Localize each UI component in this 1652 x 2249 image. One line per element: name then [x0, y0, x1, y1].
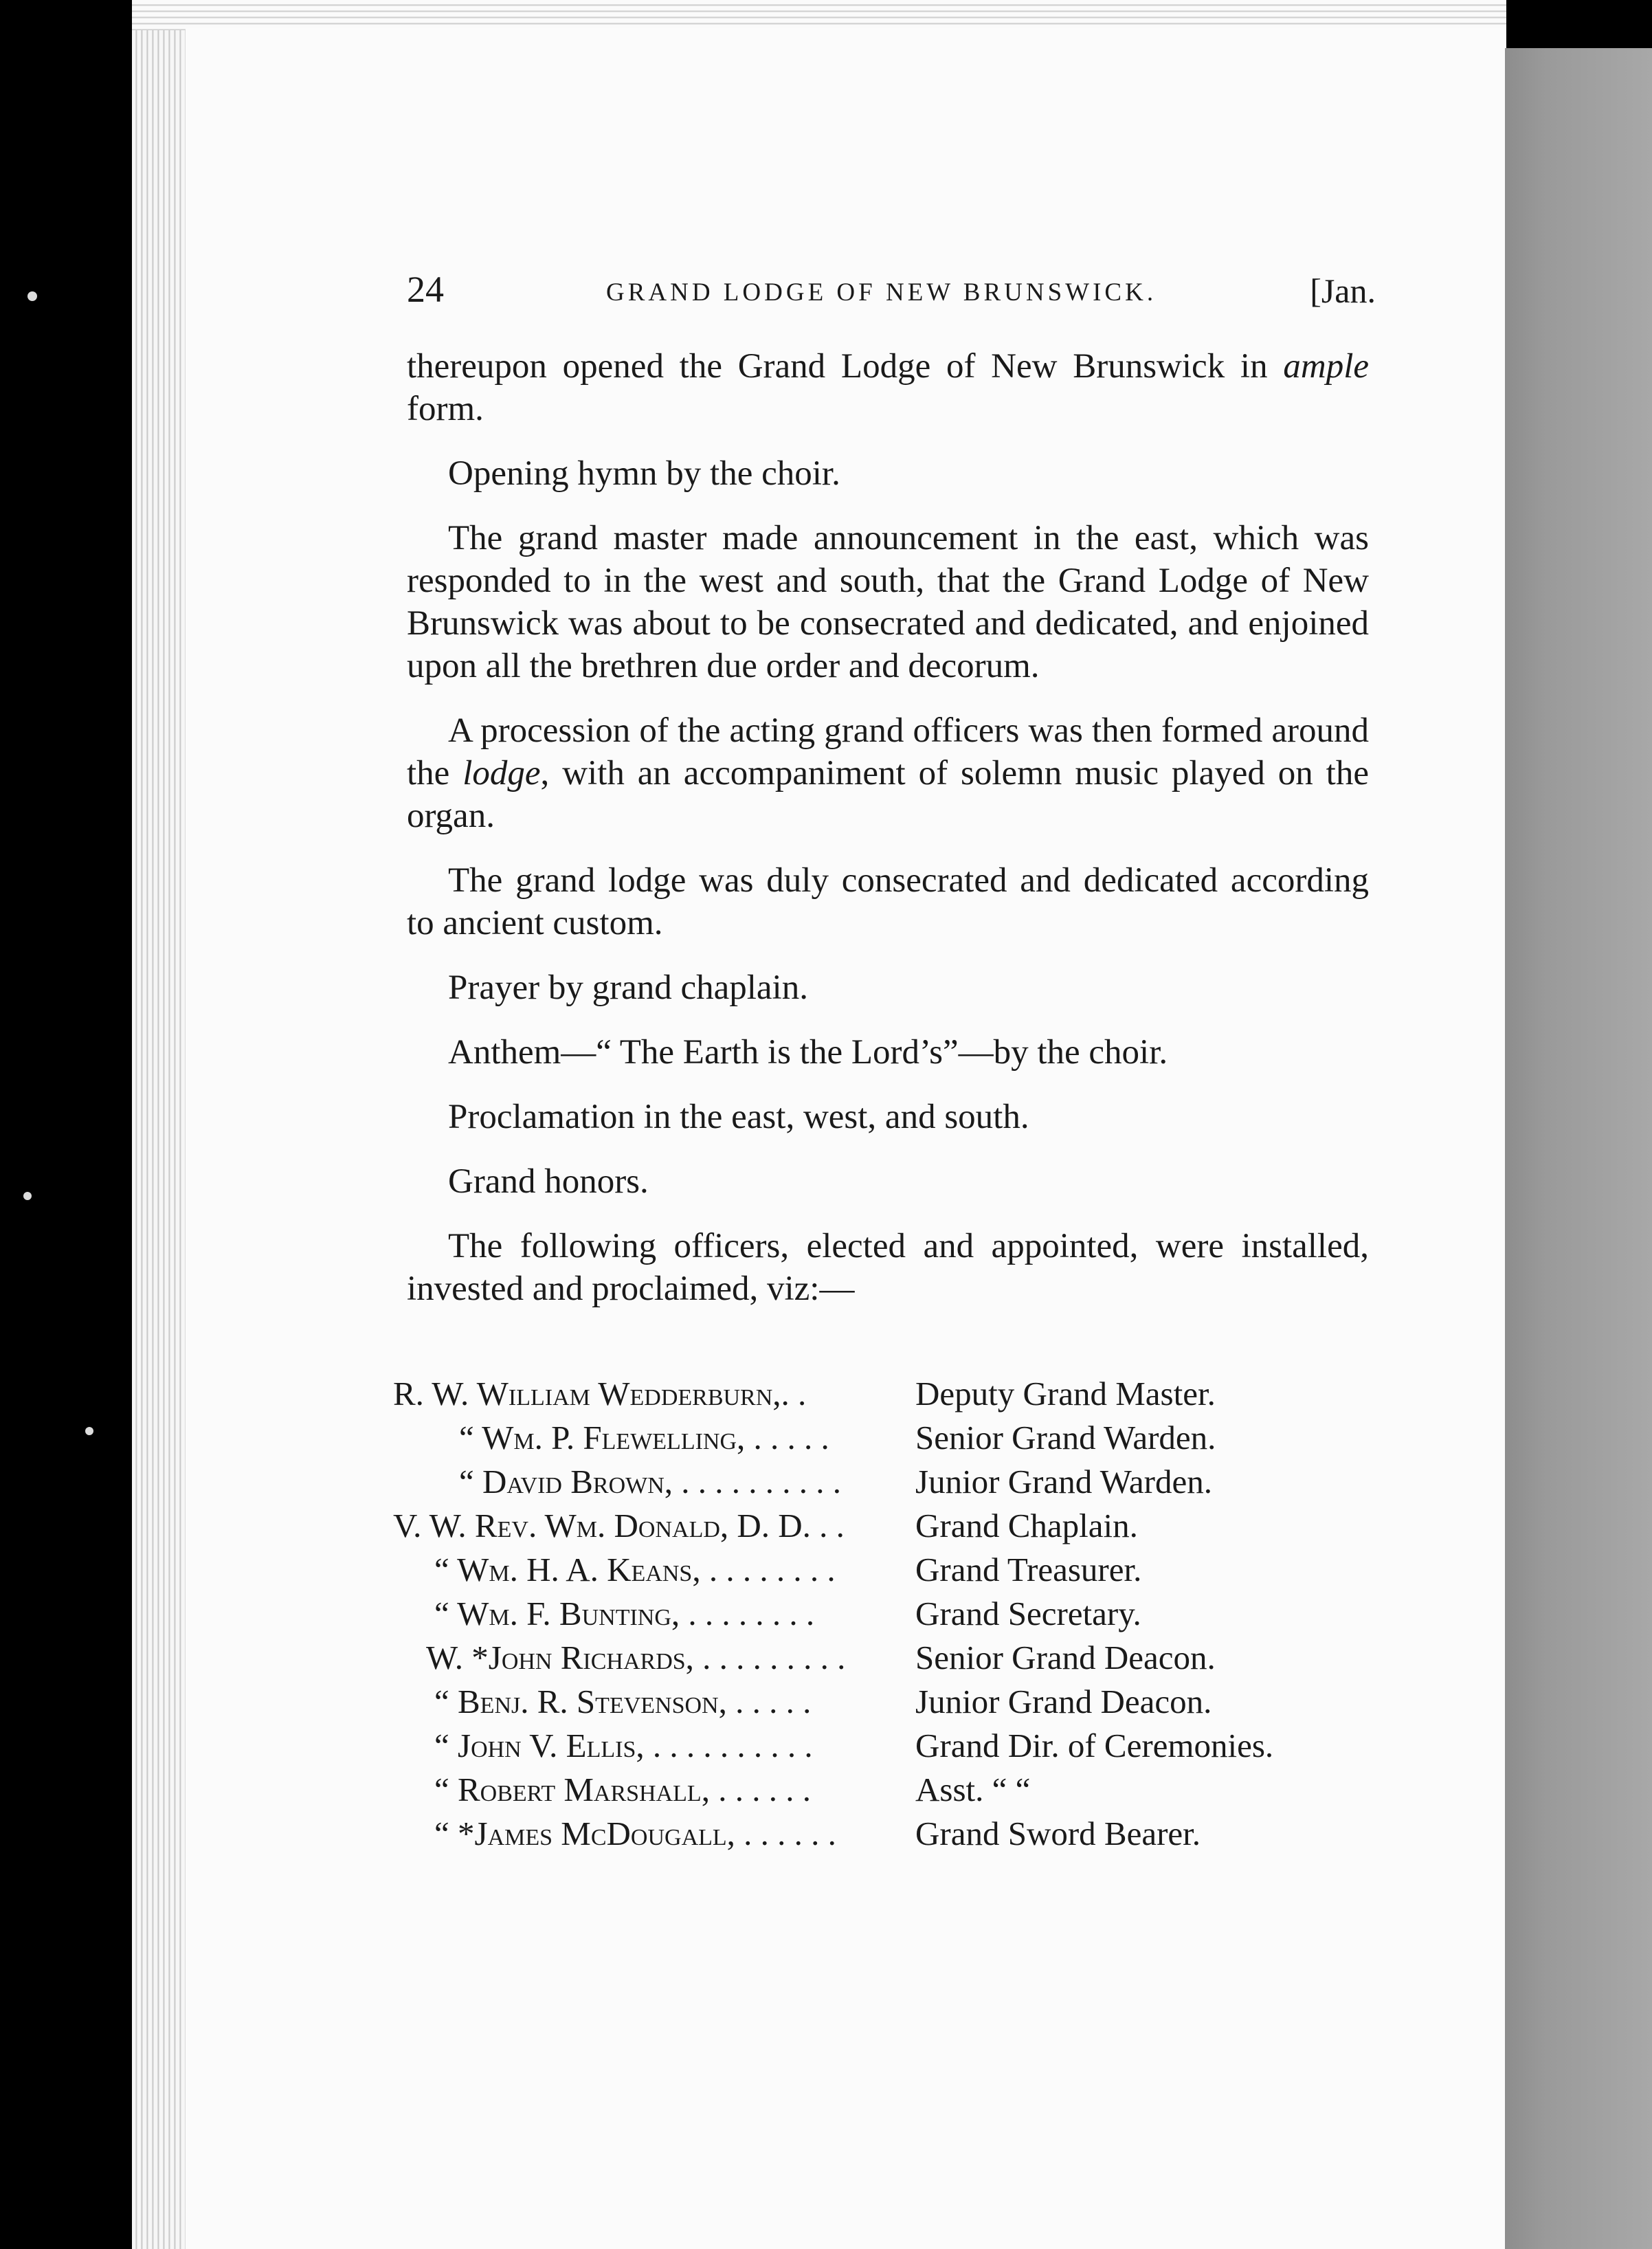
scan-speck	[23, 1192, 32, 1200]
officer-name: V. W. Rev. Wm. Donald, D. D. . .	[393, 1507, 845, 1544]
officer-name: “ Wm. H. A. Keans, . . . . . . . .	[434, 1551, 836, 1588]
officer-office: Junior Grand Warden.	[915, 1463, 1212, 1500]
paragraph-proclamation: Proclamation in the east, west, and south.	[448, 1098, 1029, 1136]
officer-row	[393, 1460, 1369, 1504]
officer-office: Deputy Grand Master.	[915, 1375, 1216, 1412]
officer-office: Grand Chaplain.	[915, 1507, 1138, 1544]
officer-office: Asst. “ “	[915, 1771, 1031, 1808]
page-header	[407, 268, 1376, 323]
paragraph-prayer: Prayer by grand chaplain.	[448, 968, 808, 1007]
officer-office: Grand Sword Bearer.	[915, 1815, 1201, 1852]
officer-name: “ John V. Ellis, . . . . . . . . . .	[434, 1727, 813, 1764]
officer-name: “ David Brown, . . . . . . . . . .	[459, 1463, 842, 1500]
emphasis-lodge: lodge	[462, 754, 541, 793]
officer-name: W. *John Richards, . . . . . . . . .	[426, 1639, 846, 1676]
officer-name: “ Wm. P. Flewelling, . . . . .	[459, 1419, 829, 1456]
officer-row	[393, 1372, 1369, 1416]
officer-row	[393, 1812, 1369, 1856]
officer-office: Senior Grand Warden.	[915, 1419, 1216, 1456]
facing-page-edge	[1505, 48, 1652, 2249]
paragraph-officers-intro: The following officers, elected and appointed, were installed, invested and proclaimed, viz:—	[407, 1227, 1369, 1308]
officer-row	[393, 1724, 1369, 1768]
paragraph-honors: Grand honors.	[448, 1162, 649, 1201]
officer-row	[393, 1504, 1369, 1548]
officer-row	[393, 1636, 1369, 1680]
paragraph-opening: thereupon opened the Grand Lodge of New Brunswick in ample form.	[407, 347, 1369, 428]
paragraph-hymn: Opening hymn by the choir.	[448, 454, 840, 493]
officer-office: Junior Grand Deacon.	[915, 1683, 1212, 1720]
officer-row	[393, 1548, 1369, 1592]
paragraph-consecration: The grand lodge was duly consecrated and dedicated according to ancient custom.	[407, 861, 1369, 942]
scan-speck	[27, 291, 37, 301]
officer-office: Grand Dir. of Ceremonies.	[915, 1727, 1274, 1764]
scan-speck	[85, 1427, 93, 1435]
officer-office: Grand Treasurer.	[915, 1551, 1142, 1588]
officer-row	[393, 1592, 1369, 1636]
page-stack-top-edges	[132, 0, 1506, 30]
emphasis-ample: ample	[1283, 347, 1369, 386]
officer-office: Grand Secretary.	[915, 1595, 1141, 1632]
running-head: GRAND LODGE OF NEW BRUNSWICK.	[606, 278, 1157, 307]
paragraph-anthem: Anthem—“ The Earth is the Lord’s”—by the choir.	[448, 1033, 1168, 1072]
officer-name: “ Benj. R. Stevenson, . . . . .	[434, 1683, 812, 1720]
officer-row	[393, 1416, 1369, 1460]
paragraph-announcement: The grand master made announcement in the east, which was responded to in the west and south, that the Grand Lodge of New Brunswick was about to be consecrated and dedicated, and enjoined upon all the brethren due order and decorum.	[407, 519, 1369, 685]
page-number: 24	[407, 269, 444, 310]
officer-row	[393, 1680, 1369, 1724]
month-marker: [Jan.	[1310, 272, 1376, 310]
officer-name: “ Robert Marshall, . . . . . .	[434, 1771, 811, 1808]
officer-name: “ Wm. F. Bunting, . . . . . . . .	[434, 1595, 815, 1632]
page-stack-edges	[132, 0, 187, 2249]
officer-row	[393, 1768, 1369, 1812]
officer-name: R. W. William Wedderburn,. .	[393, 1375, 807, 1412]
body-text	[407, 345, 1369, 1310]
officer-office: Senior Grand Deacon.	[915, 1639, 1216, 1676]
paragraph-procession: A procession of the acting grand officers was then formed around the lodge, with an accompaniment of solemn music played on the organ.	[407, 711, 1369, 835]
officers-list	[393, 1372, 1369, 1856]
officer-name: “ *James McDougall, . . . . . .	[434, 1815, 836, 1852]
